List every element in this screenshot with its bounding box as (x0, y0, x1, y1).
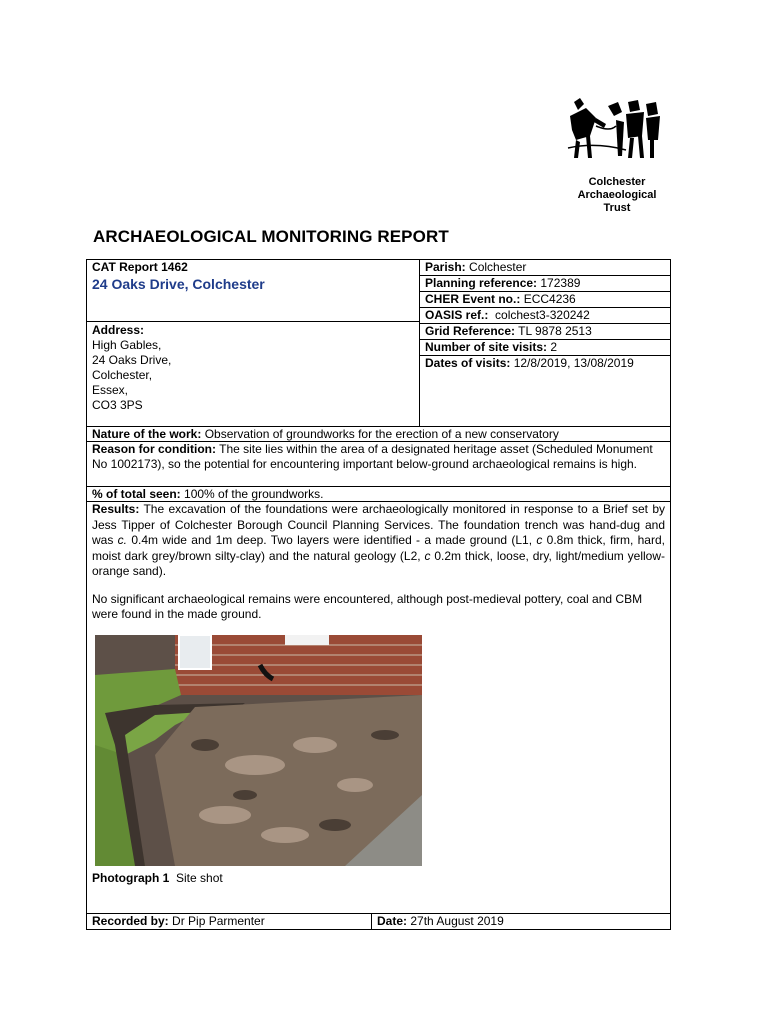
recorded-value: Dr Pip Parmenter (172, 914, 265, 928)
org-line-1: Colchester (588, 176, 646, 188)
results-text: The excavation of the foundations were archaeologically monitored in response to a Brief set by Jess Tipper of Colchester Borough Council Planning Services. The foundation trench was hand-dug and was (92, 502, 665, 547)
visits-value: 2 (550, 340, 558, 354)
cher-value: ECC4236 (523, 292, 576, 306)
photo-caption-text: Site shot (176, 871, 223, 885)
org-line-3: Trust (603, 202, 631, 214)
seen-row (87, 487, 670, 502)
date-row (372, 914, 670, 929)
site-details-cell (419, 259, 671, 427)
planning-row (420, 276, 670, 292)
reason-label: Reason for condition: (92, 442, 216, 456)
address-line: 24 Oaks Drive, (92, 353, 172, 367)
oasis-value: colchest3-320242 (495, 308, 590, 322)
address-line: High Gables, (92, 338, 162, 352)
results-text: 0.8m thick, firm, hard, moist dark grey/brown silty-clay) and the natural geology (L2, (92, 533, 665, 563)
seen-text: 100% of the groundworks. (184, 487, 324, 501)
report-number: CAT Report 1462 (92, 260, 188, 274)
results-paragraph-2: No significant archaeological remains were encountered, although post-medieval pottery, coal and CBM were found in the made ground. (92, 591, 643, 621)
recorded-row (87, 914, 371, 929)
cher-row (420, 292, 670, 308)
circa-abbrev: c. (117, 533, 127, 547)
date-value: 27th August 2019 (410, 914, 504, 928)
cher-label: CHER Event no.: (425, 292, 521, 306)
planning-label: Planning reference: (425, 276, 538, 290)
org-line-2: Archaeological (577, 189, 657, 201)
visits-row (420, 340, 670, 356)
site-photograph (95, 635, 422, 866)
oasis-label: OASIS ref.: (425, 308, 489, 322)
nature-row (87, 427, 670, 442)
photo-label: Photograph 1 (92, 871, 170, 885)
address-line: Essex, (92, 383, 129, 397)
recorded-by-cell (86, 913, 372, 930)
nature-cell (86, 426, 671, 442)
report-title: ARCHAEOLOGICAL MONITORING REPORT (93, 227, 449, 246)
date-cell (371, 913, 671, 930)
seen-label: % of total seen: (92, 487, 181, 501)
circa-abbrev: c (424, 548, 431, 563)
parish-label: Parish: (425, 260, 466, 274)
grid-row (420, 324, 670, 340)
parish-value: Colchester (469, 260, 527, 274)
report-header-cell (86, 259, 420, 322)
results-text: 0.2m thick, loose, dry, light/medium yellow-orange sand). (92, 548, 665, 578)
grid-label: Grid Reference: (425, 324, 516, 338)
dates-row (420, 356, 670, 371)
reason-text-block (87, 442, 670, 472)
reason-text: The site lies within the area of a designated heritage asset (Scheduled Monument No 1002173), so the potential for encountering important below-ground archaeological remains is high. (92, 442, 653, 471)
grid-value: TL 9878 2513 (518, 324, 592, 338)
planning-value: 172389 (540, 276, 581, 290)
parish-row (420, 260, 670, 276)
results-paragraph-1 (87, 502, 670, 580)
seen-cell (86, 486, 671, 502)
site-name: 24 Oaks Drive, Colchester (92, 276, 265, 292)
reason-cell (86, 441, 671, 487)
organisation-name (562, 176, 672, 215)
recorded-label: Recorded by: (92, 914, 169, 928)
oasis-row (420, 308, 670, 324)
address-cell (86, 321, 420, 427)
dates-label: Dates of visits: (425, 356, 511, 370)
results-text: 0.4m wide and 1m deep. Two layers were identified - a made ground (L1, (127, 533, 537, 547)
results-label: Results: (92, 502, 140, 516)
address-line: CO3 3PS (92, 398, 143, 412)
nature-text: Observation of groundworks for the erection of a new conservatory (204, 427, 559, 441)
trust-logo-icon (566, 96, 662, 162)
photo-caption (87, 871, 228, 886)
address-line: Colchester, (92, 368, 153, 382)
visits-label: Number of site visits: (425, 340, 548, 354)
circa-abbrev: c (536, 533, 543, 547)
date-label: Date: (377, 914, 408, 928)
nature-label: Nature of the work: (92, 427, 202, 441)
address-label: Address: (92, 323, 145, 337)
dates-value: 12/8/2019, 13/08/2019 (513, 356, 634, 370)
